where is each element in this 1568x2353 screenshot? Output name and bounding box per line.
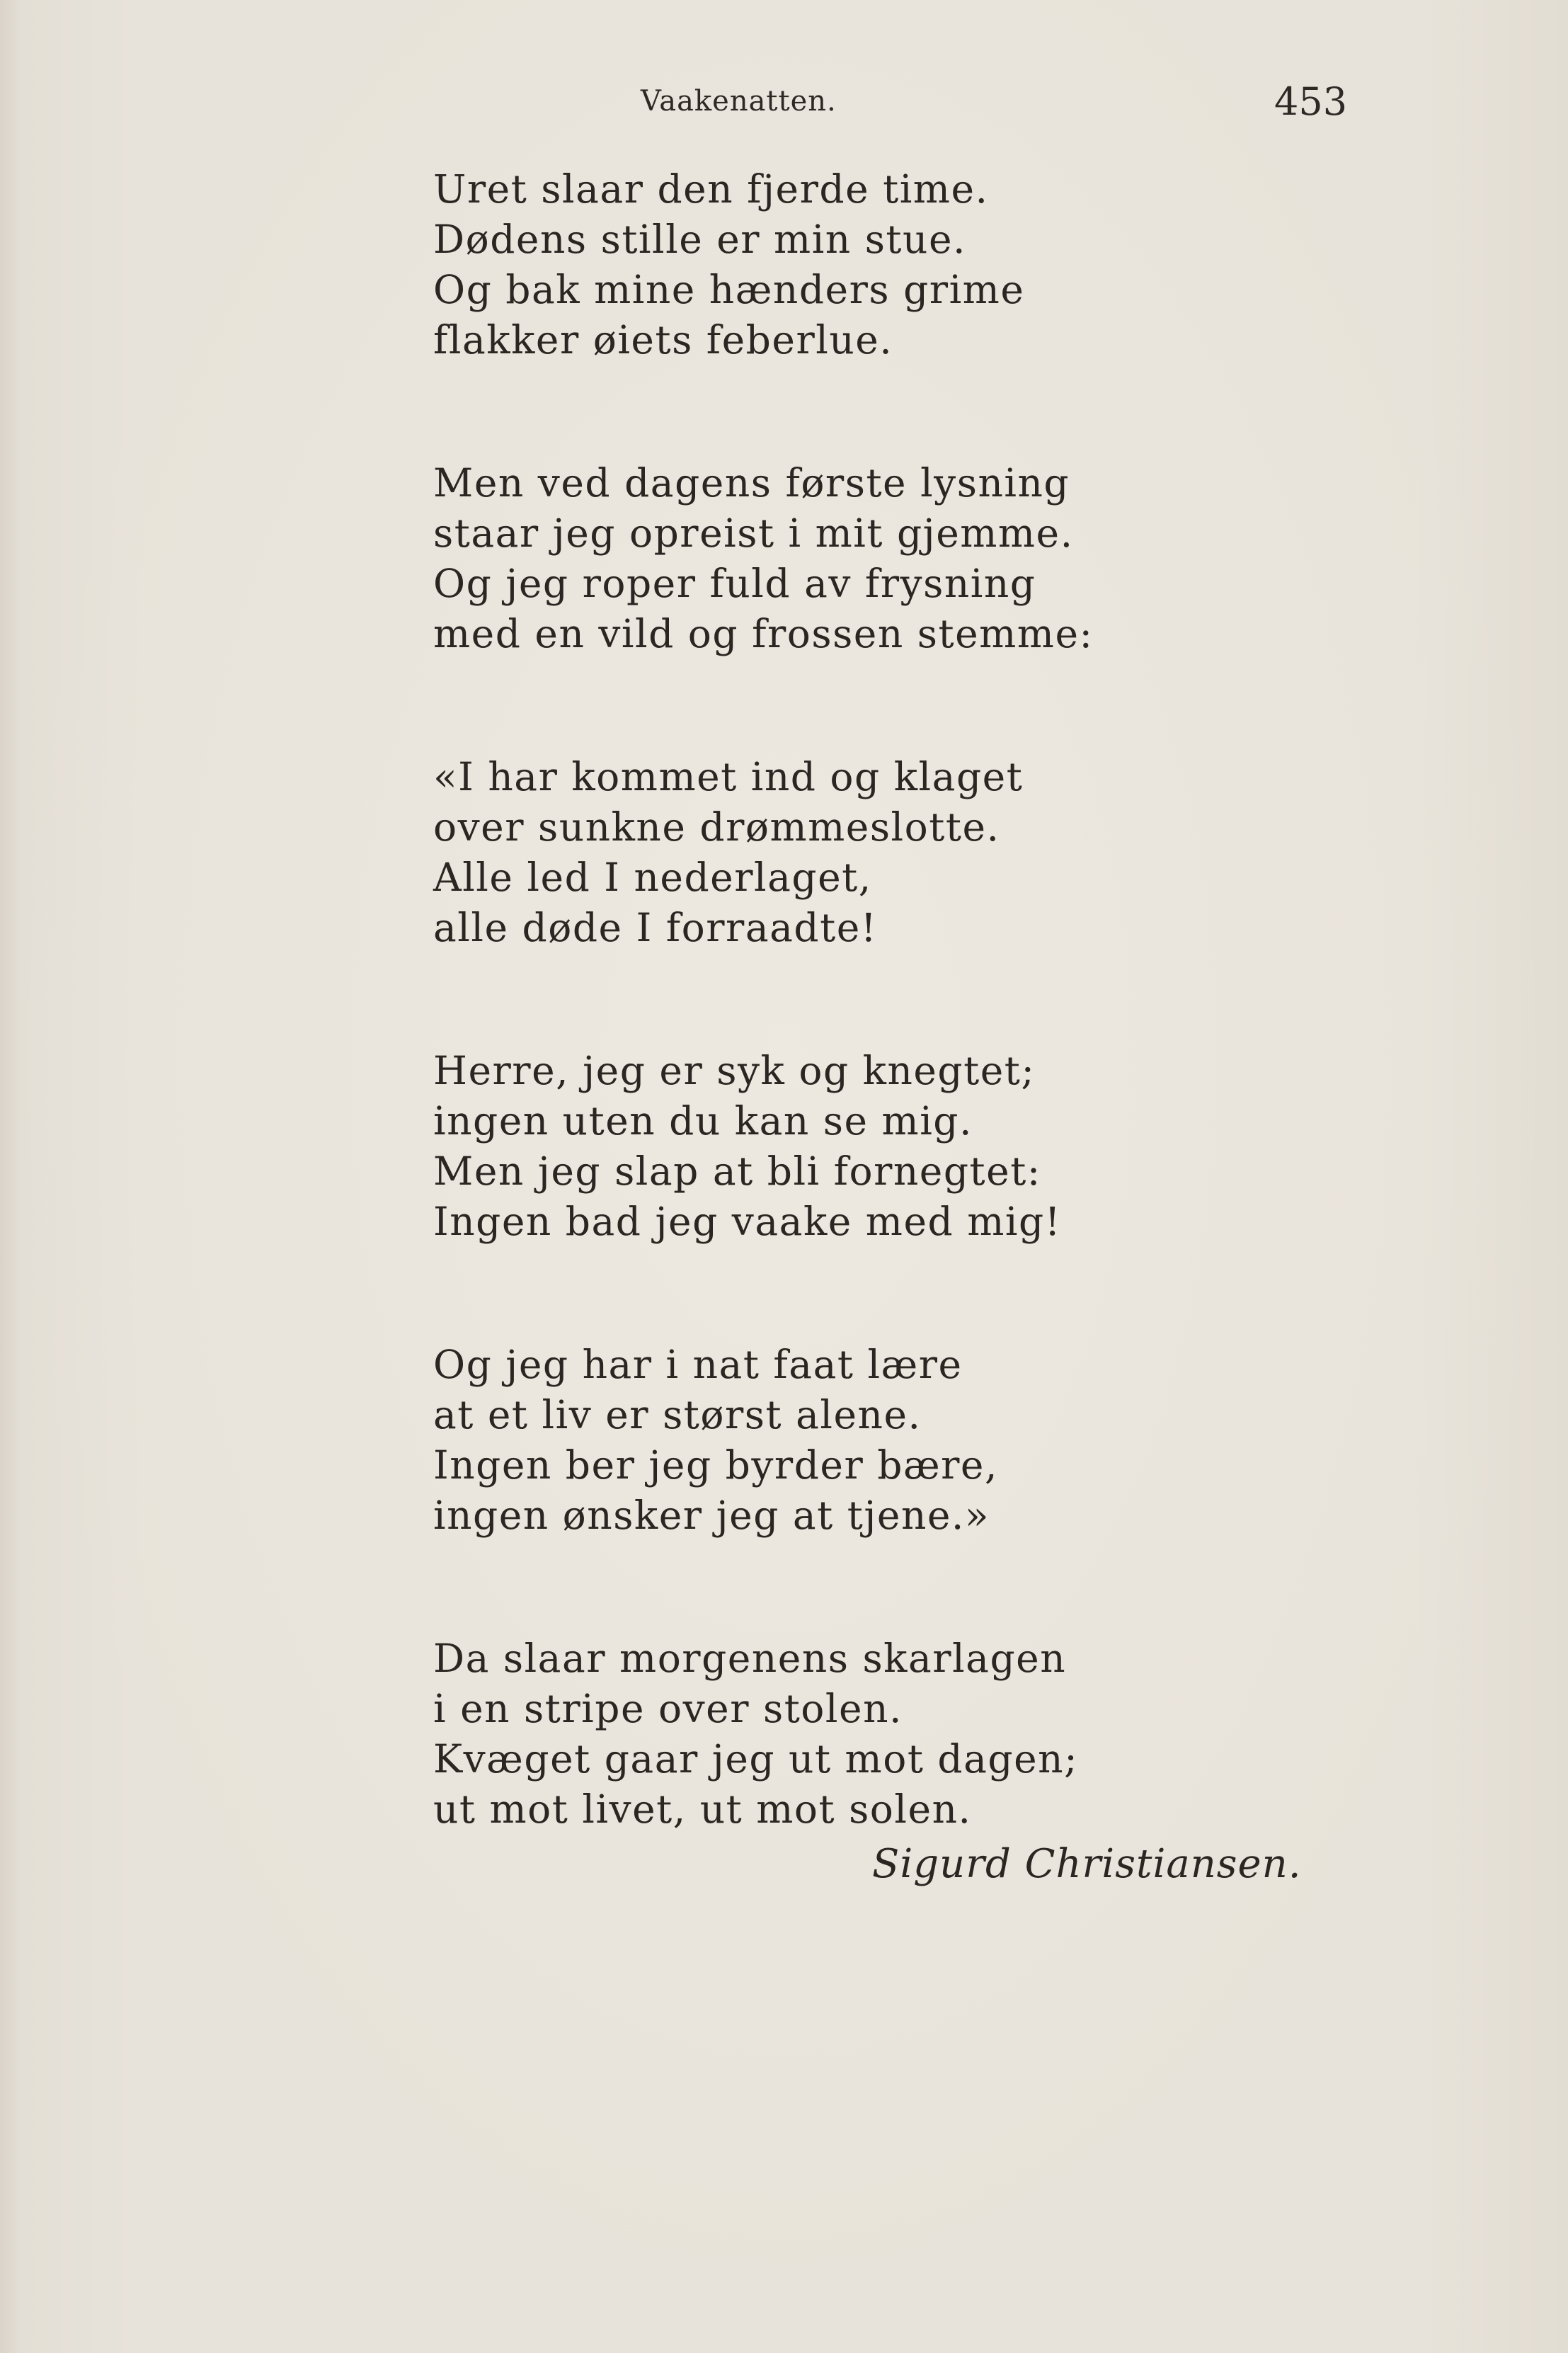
- poem-line: Uret slaar den fjerde time.: [433, 166, 989, 212]
- poem-line: Dødens stille er min stue.: [433, 217, 966, 262]
- poem-line: Men ved dagens første lysning: [433, 460, 1070, 506]
- author-signature: Sigurd Christiansen.: [872, 1841, 1302, 1887]
- stanza: [433, 752, 1424, 953]
- poem-line: Alle led I nederlaget,: [433, 855, 872, 900]
- poem-line: ingen uten du kan se mig.: [433, 1098, 973, 1144]
- poem-line: Da slaar morgenens skarlagen: [433, 1636, 1067, 1681]
- poem-line: i en stripe over stolen.: [433, 1686, 903, 1731]
- poem-line: staar jeg opreist i mit gjemme.: [433, 511, 1074, 556]
- stanza: [433, 1046, 1424, 1247]
- poem-line: Kvæget gaar jeg ut mot dagen;: [433, 1736, 1079, 1782]
- stanza: [433, 1634, 1424, 1835]
- poem-line: Og jeg roper fuld av frysning: [433, 561, 1036, 606]
- poem-line: Og bak mine hænders grime: [433, 267, 1025, 312]
- poem-line: ingen ønsker jeg at tjene.»: [433, 1493, 990, 1538]
- poem-line: flakker øiets feberlue.: [433, 317, 893, 363]
- poem-line: at et liv er størst alene.: [433, 1392, 922, 1437]
- poem-line: Og jeg har i nat faat lære: [433, 1342, 963, 1387]
- poem-line: Ingen bad jeg vaake med mig!: [433, 1199, 1062, 1244]
- poem-line: med en vild og frossen stemme:: [433, 611, 1094, 656]
- poem-line: Herre, jeg er syk og knegtet;: [433, 1048, 1036, 1093]
- poem-line: over sunkne drømmeslotte.: [433, 804, 1000, 850]
- poem-line: «I har kommet ind og klaget: [433, 754, 1024, 799]
- running-title: Vaakenatten.: [641, 85, 837, 118]
- poem-line: alle døde I forraadte!: [433, 905, 878, 950]
- stanza: [433, 164, 1424, 365]
- poem-line: Ingen ber jeg byrder bære,: [433, 1442, 998, 1488]
- stanza: [433, 458, 1424, 659]
- poem: [433, 164, 1424, 1927]
- poem-line: ut mot livet, ut mot solen.: [433, 1787, 972, 1832]
- poem-line: Men jeg slap at bli fornegtet:: [433, 1149, 1041, 1194]
- stanza: [433, 1340, 1424, 1541]
- page-number: 453: [1274, 79, 1348, 124]
